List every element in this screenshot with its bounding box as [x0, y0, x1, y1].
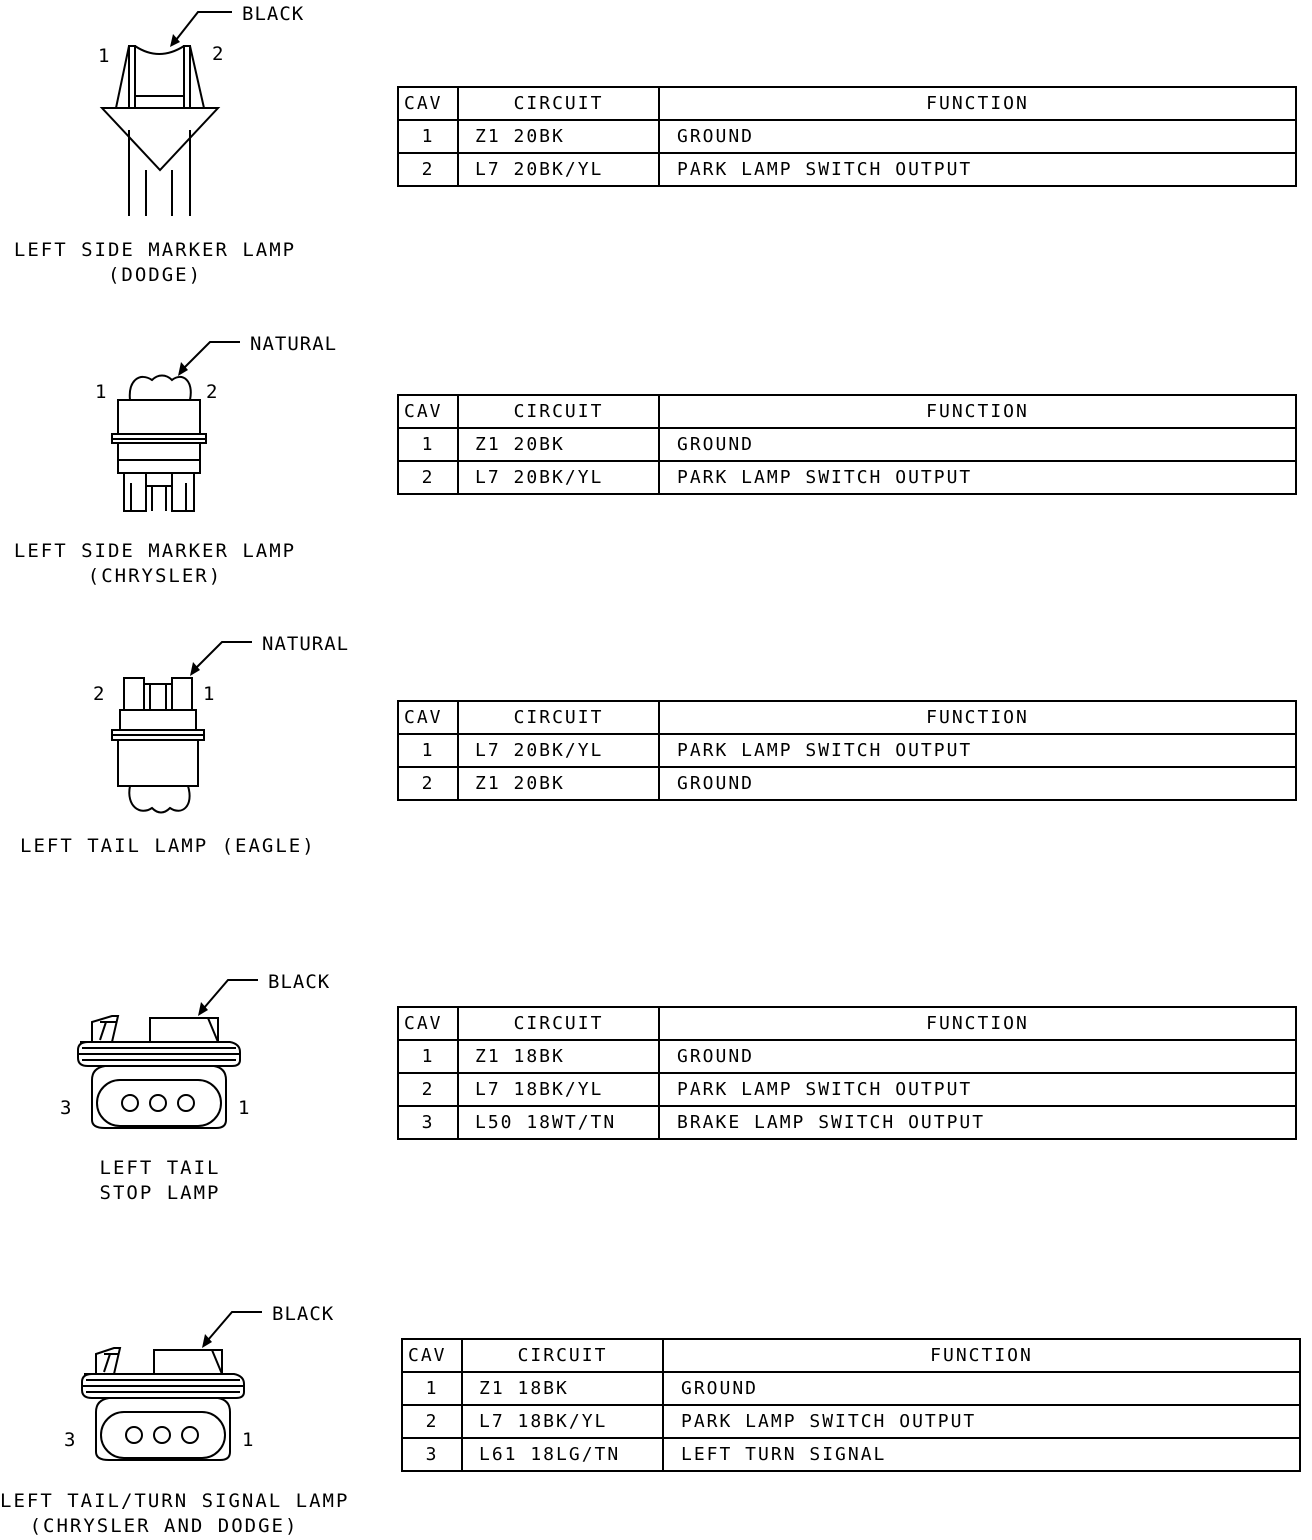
table-header-row [398, 87, 1296, 120]
table-row [398, 461, 1296, 494]
table-row [398, 1073, 1296, 1106]
cell-circuit: L50 18WT/TN [458, 1106, 659, 1139]
cell-cav: 2 [402, 1405, 462, 1438]
cell-function: LEFT TURN SIGNAL [663, 1438, 1300, 1471]
cell-function: GROUND [663, 1372, 1300, 1405]
cell-circuit: Z1 20BK [458, 767, 659, 800]
header-function: FUNCTION [663, 1339, 1300, 1372]
table-row [402, 1438, 1300, 1471]
table-header-row [402, 1339, 1300, 1372]
connector-caption [0, 1489, 350, 1539]
table-row [398, 153, 1296, 186]
caption-line: (CHRYSLER AND DODGE) [29, 1515, 299, 1537]
header-function: FUNCTION [659, 701, 1296, 734]
cell-cav: 1 [398, 1040, 458, 1073]
table-row [398, 767, 1296, 800]
pinout-table [397, 394, 1297, 495]
cell-cav: 3 [402, 1438, 462, 1471]
bulb-socket-drawing [0, 620, 400, 920]
table-header-row [398, 1007, 1296, 1040]
cell-circuit: L7 20BK/YL [458, 734, 659, 767]
cell-function: PARK LAMP SWITCH OUTPUT [659, 1073, 1296, 1106]
caption-line: LEFT TAIL/TURN SIGNAL LAMP [0, 1490, 350, 1512]
header-cav: CAV [398, 1007, 458, 1040]
pinout-table [397, 86, 1297, 187]
connector-section-3 [0, 620, 1312, 920]
pin-label-right: 2 [212, 43, 225, 65]
table-row [398, 734, 1296, 767]
pin-label-left: 3 [64, 1429, 77, 1451]
pinout-table [397, 700, 1297, 801]
color-label: BLACK [242, 3, 305, 25]
color-label: NATURAL [250, 333, 338, 355]
header-circuit: CIRCUIT [458, 701, 659, 734]
cell-cav: 2 [398, 153, 458, 186]
cell-circuit: L7 18BK/YL [462, 1405, 663, 1438]
table-row [398, 428, 1296, 461]
caption-line: LEFT SIDE MARKER LAMP [13, 239, 297, 261]
pin-label-left: 2 [93, 683, 106, 705]
cell-function: PARK LAMP SWITCH OUTPUT [659, 734, 1296, 767]
cell-function: GROUND [659, 767, 1296, 800]
cell-function: PARK LAMP SWITCH OUTPUT [659, 153, 1296, 186]
cell-cav: 2 [398, 1073, 458, 1106]
cell-function: BRAKE LAMP SWITCH OUTPUT [659, 1106, 1296, 1139]
cell-circuit: L7 20BK/YL [458, 153, 659, 186]
pin-label-left: 1 [98, 45, 111, 67]
cell-circuit: L61 18LG/TN [462, 1438, 663, 1471]
cell-circuit: Z1 20BK [458, 428, 659, 461]
cell-circuit: Z1 20BK [458, 120, 659, 153]
caption-line: LEFT TAIL [99, 1157, 221, 1179]
header-circuit: CIRCUIT [458, 395, 659, 428]
pin-label-left: 1 [95, 381, 108, 403]
table-row [398, 1040, 1296, 1073]
header-function: FUNCTION [659, 1007, 1296, 1040]
connector-caption [60, 1156, 260, 1206]
cell-circuit: Z1 18BK [462, 1372, 663, 1405]
header-circuit: CIRCUIT [462, 1339, 663, 1372]
table-row [398, 1106, 1296, 1139]
table-row [402, 1372, 1300, 1405]
cell-cav: 1 [402, 1372, 462, 1405]
cell-cav: 1 [398, 428, 458, 461]
header-circuit: CIRCUIT [458, 1007, 659, 1040]
header-cav: CAV [398, 395, 458, 428]
caption-line: (CHRYSLER) [87, 565, 223, 587]
cell-cav: 3 [398, 1106, 458, 1139]
pinout-table [397, 1006, 1297, 1140]
cell-function: GROUND [659, 1040, 1296, 1073]
pin-label-left: 3 [60, 1097, 73, 1119]
header-function: FUNCTION [659, 87, 1296, 120]
cell-function: GROUND [659, 428, 1296, 461]
caption-line: (DODGE) [107, 264, 203, 286]
pin-label-right: 1 [242, 1429, 255, 1451]
connector-section-4 [0, 960, 1312, 1260]
connector-caption [10, 539, 300, 589]
caption-line: STOP LAMP [99, 1182, 221, 1204]
cell-circuit: Z1 18BK [458, 1040, 659, 1073]
cell-cav: 1 [398, 734, 458, 767]
pin-label-right: 2 [206, 381, 219, 403]
caption-line: LEFT TAIL LAMP (EAGLE) [20, 835, 316, 857]
cell-circuit: L7 18BK/YL [458, 1073, 659, 1106]
header-cav: CAV [398, 87, 458, 120]
three-way-connector-drawing [0, 960, 400, 1260]
pinout-table [401, 1338, 1301, 1472]
connector-caption [20, 834, 316, 859]
header-cav: CAV [402, 1339, 462, 1372]
cell-cav: 2 [398, 461, 458, 494]
cell-function: GROUND [659, 120, 1296, 153]
header-circuit: CIRCUIT [458, 87, 659, 120]
color-label: BLACK [272, 1303, 335, 1325]
header-cav: CAV [398, 701, 458, 734]
connector-caption [10, 238, 300, 288]
caption-line: LEFT SIDE MARKER LAMP [13, 540, 297, 562]
cell-function: PARK LAMP SWITCH OUTPUT [663, 1405, 1300, 1438]
color-label: NATURAL [262, 633, 350, 655]
cell-circuit: L7 20BK/YL [458, 461, 659, 494]
connector-section-5 [0, 1290, 1312, 1540]
pin-label-right: 1 [238, 1097, 251, 1119]
cell-function: PARK LAMP SWITCH OUTPUT [659, 461, 1296, 494]
header-function: FUNCTION [659, 395, 1296, 428]
cell-cav: 1 [398, 120, 458, 153]
color-label: BLACK [268, 971, 331, 993]
cell-cav: 2 [398, 767, 458, 800]
connector-section-2 [0, 300, 1312, 620]
table-row [402, 1405, 1300, 1438]
table-header-row [398, 701, 1296, 734]
pin-label-right: 1 [203, 683, 216, 705]
connector-section-1 [0, 0, 1312, 300]
table-row [398, 120, 1296, 153]
table-header-row [398, 395, 1296, 428]
